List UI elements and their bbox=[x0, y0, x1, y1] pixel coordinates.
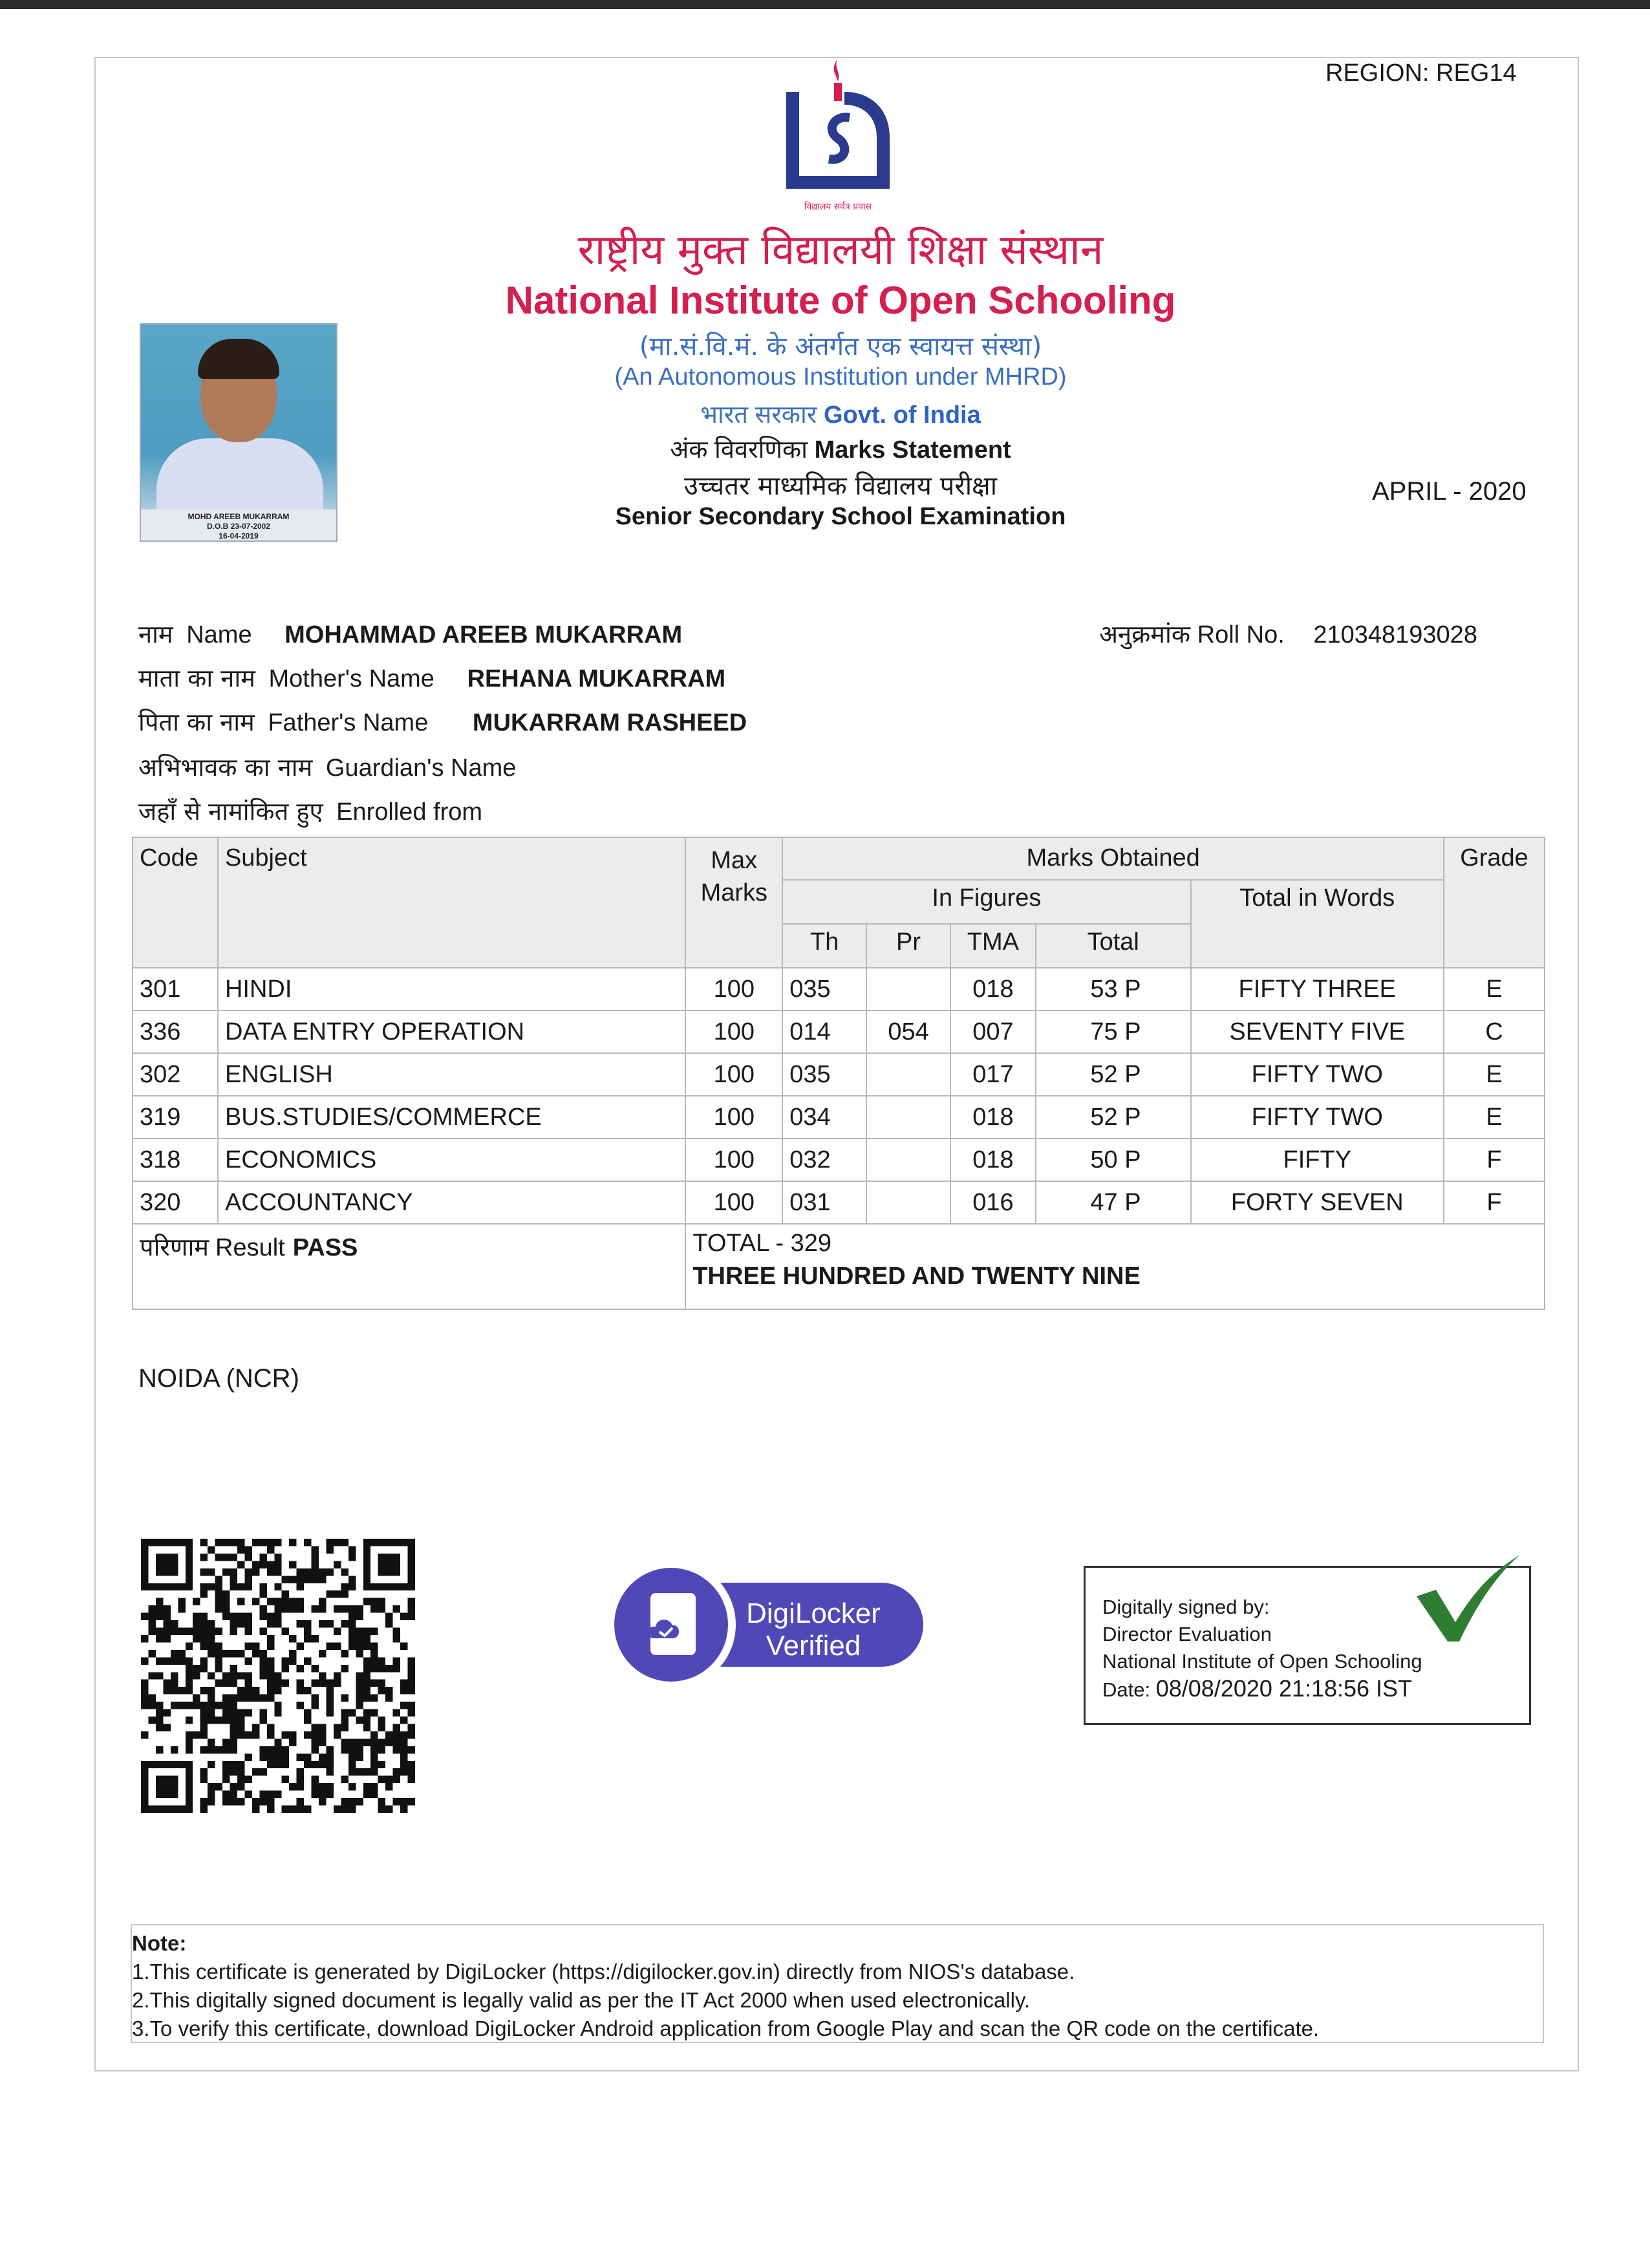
cell-tma: 016 bbox=[950, 1181, 1036, 1224]
table-row bbox=[133, 1011, 1545, 1053]
cell-total: 50 P bbox=[1036, 1139, 1191, 1181]
cell-subject: HINDI bbox=[218, 968, 685, 1011]
govt-line bbox=[388, 397, 1293, 431]
header-total-in-words: Total in Words bbox=[1191, 880, 1444, 968]
institute-title: National Institute of Open Schooling bbox=[505, 279, 1176, 322]
guardian-label: Guardian's Name bbox=[325, 754, 517, 782]
cell-code: 320 bbox=[133, 1181, 218, 1224]
cell-th: 034 bbox=[782, 1096, 866, 1139]
header-max-marks: Max Marks bbox=[685, 837, 782, 968]
guardian-label-hindi: अभिभावक का नाम bbox=[138, 753, 313, 782]
exam-hindi: उच्चतर माध्यमिक विद्यालय परीक्षा bbox=[683, 471, 998, 501]
digilocker-verified-badge bbox=[600, 1557, 928, 1693]
enrolled-label-hindi: जहाँ से नामांकित हुए bbox=[138, 797, 323, 826]
cell-subject: DATA ENTRY OPERATION bbox=[218, 1011, 685, 1053]
cell-tma: 017 bbox=[950, 1053, 1036, 1096]
cell-code: 302 bbox=[133, 1053, 218, 1096]
photo-caption-date: 16-04-2019 bbox=[219, 531, 259, 540]
enrolled-label: Enrolled from bbox=[336, 798, 483, 826]
cell-pr bbox=[866, 1139, 950, 1181]
exam-english: Senior Secondary School Examination bbox=[615, 503, 1066, 530]
enrolled-row bbox=[138, 794, 482, 828]
header-th: Th bbox=[782, 924, 866, 968]
roll-number: 210348193028 bbox=[1313, 621, 1477, 648]
cell-words: FIFTY bbox=[1191, 1139, 1444, 1181]
guardian-row bbox=[138, 750, 516, 784]
cell-total: 52 P bbox=[1036, 1053, 1191, 1096]
note-line: 3.To verify this certificate, download DigiLocker Android application from Google Play and scan the QR code on the certificate. bbox=[132, 2017, 1320, 2040]
header-pr: Pr bbox=[866, 924, 950, 968]
signature-date: 08/08/2020 21:18:56 IST bbox=[1155, 1675, 1413, 1702]
signer-organisation: National Institute of Open Schooling bbox=[1102, 1650, 1422, 1673]
cell-th: 035 bbox=[782, 968, 866, 1011]
cell-total: 75 P bbox=[1036, 1011, 1191, 1053]
cell-tma: 018 bbox=[950, 968, 1036, 1011]
cell-th: 031 bbox=[782, 1181, 866, 1224]
cell-grade: F bbox=[1444, 1139, 1545, 1181]
father-row bbox=[138, 705, 747, 738]
name-label: Name bbox=[186, 621, 252, 648]
check-icon bbox=[1410, 1551, 1527, 1648]
result-label-hindi: परिणाम bbox=[140, 1233, 209, 1261]
statement-line bbox=[388, 432, 1293, 465]
table-row bbox=[133, 1139, 1545, 1181]
cell-th: 032 bbox=[782, 1139, 866, 1181]
institute-title-hindi: राष्ट्रीय मुक्त विद्यालयी शिक्षा संस्थान bbox=[577, 226, 1104, 274]
cell-grade: E bbox=[1444, 1096, 1545, 1139]
student-photo bbox=[140, 323, 338, 542]
cell-total: 47 P bbox=[1036, 1181, 1191, 1224]
cell-pr: 054 bbox=[866, 1011, 950, 1053]
roll-row bbox=[1099, 617, 1477, 650]
mother-row bbox=[138, 661, 725, 694]
table-row bbox=[133, 1181, 1545, 1224]
region-code: REGION: REG14 bbox=[1325, 59, 1517, 87]
result-label: Result bbox=[215, 1234, 285, 1261]
header-tma: TMA bbox=[950, 924, 1036, 968]
exam-centre-location: NOIDA (NCR) bbox=[138, 1364, 299, 1393]
grand-total-words: THREE HUNDRED AND TWENTY NINE bbox=[692, 1263, 1141, 1290]
roll-label-hindi: अनुक्रमांक bbox=[1099, 620, 1191, 648]
cell-pr bbox=[866, 1181, 950, 1224]
verification-qr-code bbox=[141, 1539, 415, 1813]
table-row bbox=[133, 968, 1545, 1011]
cell-subject: BUS.STUDIES/COMMERCE bbox=[218, 1096, 685, 1139]
header-in-figures: In Figures bbox=[782, 880, 1190, 924]
cell-max: 100 bbox=[685, 1011, 782, 1053]
result-cell bbox=[133, 1224, 685, 1309]
exam-session: APRIL - 2020 bbox=[1372, 477, 1527, 506]
institute-subtitle: (An Autonomous Institution under MHRD) bbox=[614, 363, 1067, 390]
header-marks-obtained: Marks Obtained bbox=[782, 837, 1444, 880]
signer-title: Director Evaluation bbox=[1102, 1623, 1272, 1645]
cell-pr bbox=[866, 1096, 950, 1139]
govt-hindi: भारत सरकार bbox=[700, 401, 817, 429]
cell-code: 336 bbox=[133, 1011, 218, 1053]
cell-total: 52 P bbox=[1036, 1096, 1191, 1139]
cell-max: 100 bbox=[685, 968, 782, 1011]
cell-grade: F bbox=[1444, 1181, 1545, 1224]
photo-caption-dob: D.O.B 23-07-2002 bbox=[206, 522, 271, 531]
mother-name: REHANA MUKARRAM bbox=[467, 665, 726, 692]
cell-max: 100 bbox=[685, 1096, 782, 1139]
header-grade: Grade bbox=[1444, 837, 1545, 968]
grand-total-cell bbox=[685, 1224, 1545, 1309]
cell-max: 100 bbox=[685, 1053, 782, 1096]
marks-table bbox=[132, 837, 1545, 1310]
institute-subtitle-hindi: (मा.सं.वि.मं. के अंतर्गत एक स्वायत्त संस्था) bbox=[639, 332, 1042, 361]
father-label: Father's Name bbox=[268, 709, 429, 736]
student-name-row bbox=[138, 617, 682, 650]
cell-subject: ENGLISH bbox=[218, 1053, 685, 1096]
signature-date-row bbox=[1102, 1675, 1529, 1704]
govt-english: Govt. of India bbox=[823, 401, 981, 429]
cell-max: 100 bbox=[685, 1181, 782, 1224]
cell-grade: E bbox=[1444, 1053, 1545, 1096]
father-name: MUKARRAM RASHEED bbox=[472, 709, 747, 736]
cell-pr bbox=[866, 1053, 950, 1096]
header-code: Code bbox=[133, 837, 218, 968]
signed-by-label: Digitally signed by: bbox=[1102, 1596, 1270, 1618]
photo-caption-name: MOHD AREEB MUKARRAM bbox=[188, 512, 290, 521]
cell-code: 319 bbox=[133, 1096, 218, 1139]
statement-hindi: अंक विवरणिका bbox=[670, 436, 808, 464]
digilocker-label: DigiLocker bbox=[746, 1598, 881, 1629]
cell-words: FORTY SEVEN bbox=[1191, 1181, 1444, 1224]
cell-th: 014 bbox=[782, 1011, 866, 1053]
header-subject: Subject bbox=[218, 837, 685, 968]
header-total: Total bbox=[1036, 924, 1191, 968]
cell-grade: E bbox=[1444, 968, 1545, 1011]
mother-label-hindi: माता का नाम bbox=[138, 664, 255, 692]
cell-code: 301 bbox=[133, 968, 218, 1011]
grand-total: TOTAL - 329 bbox=[692, 1230, 832, 1257]
cell-tma: 018 bbox=[950, 1096, 1036, 1139]
photo-hair bbox=[198, 339, 279, 379]
scan-top-edge bbox=[0, 0, 1650, 9]
cell-tma: 007 bbox=[950, 1011, 1036, 1053]
photo-shirt bbox=[156, 438, 323, 516]
verified-label: Verified bbox=[766, 1630, 861, 1662]
table-row bbox=[133, 1096, 1545, 1139]
photo-caption bbox=[141, 509, 336, 540]
digital-signature-box bbox=[1084, 1566, 1531, 1725]
nios-logo bbox=[773, 53, 903, 221]
student-name: MOHAMMAD AREEB MUKARRAM bbox=[284, 621, 683, 648]
cell-subject: ACCOUNTANCY bbox=[218, 1181, 685, 1224]
cell-max: 100 bbox=[685, 1139, 782, 1181]
cell-words: SEVENTY FIVE bbox=[1191, 1011, 1444, 1053]
table-row bbox=[133, 1053, 1545, 1096]
cell-words: FIFTY TWO bbox=[1191, 1096, 1444, 1139]
cell-words: FIFTY THREE bbox=[1191, 968, 1444, 1011]
note-line: 1.This certificate is generated by DigiLocker (https://digilocker.gov.in) directly from NIOS's database. bbox=[132, 1960, 1075, 1984]
cell-code: 318 bbox=[133, 1139, 218, 1181]
note-title: Note: bbox=[132, 1931, 187, 1955]
roll-label: Roll No. bbox=[1197, 621, 1285, 648]
cell-total: 53 P bbox=[1036, 968, 1191, 1011]
marks-rows bbox=[133, 968, 1545, 1224]
cell-grade: C bbox=[1444, 1011, 1545, 1053]
cell-pr bbox=[866, 968, 950, 1011]
mother-label: Mother's Name bbox=[268, 665, 434, 692]
father-label-hindi: पिता का नाम bbox=[138, 708, 255, 736]
note-line: 2.This digitally signed document is legally valid as per the IT Act 2000 when used electronically. bbox=[132, 1988, 1031, 2012]
cell-th: 035 bbox=[782, 1053, 866, 1096]
cell-words: FIFTY TWO bbox=[1191, 1053, 1444, 1096]
cell-subject: ECONOMICS bbox=[218, 1139, 685, 1181]
svg-text:विद्यालय सर्वत्र प्रवास: विद्यालय सर्वत्र प्रवास bbox=[804, 202, 872, 212]
name-label-hindi: नाम bbox=[138, 620, 173, 648]
signature-date-label: Date: bbox=[1102, 1678, 1151, 1701]
statement-english: Marks Statement bbox=[814, 436, 1011, 464]
result-value: PASS bbox=[292, 1234, 358, 1261]
cell-tma: 018 bbox=[950, 1139, 1036, 1181]
certificate-note bbox=[131, 1924, 1544, 2043]
